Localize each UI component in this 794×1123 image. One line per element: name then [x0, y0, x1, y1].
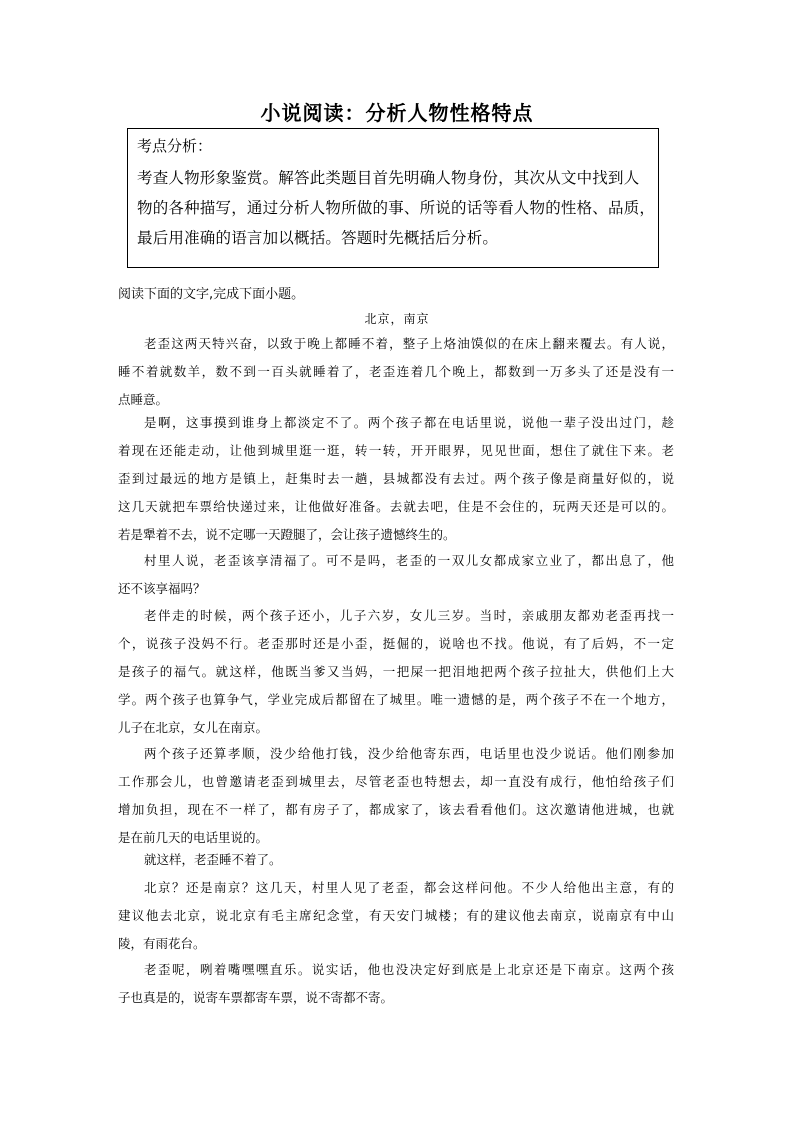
text-line: 就这样，老歪睡不着了。: [144, 852, 282, 867]
exam-point-line: 物的各种描写，通过分析人物所做的事、所说的话等看人物的性格、品质，: [137, 199, 656, 217]
text-line: 儿子在北京，女儿在南京。: [118, 720, 269, 735]
text-line: 若是犟着不去，说不定哪一天蹬腿了，会让孩子遗憾终生的。: [118, 527, 456, 542]
text-line: 陵，有雨花台。: [118, 936, 206, 951]
text-line: 建议他去北京，说北京有毛主席纪念堂，有天安门城楼；有的建议他去南京，说南京有中山: [118, 908, 674, 923]
exam-point-box: [127, 128, 659, 268]
text-line: 还不该享福吗？: [118, 581, 206, 596]
story-paragraph: [118, 409, 674, 549]
text-line: 老歪这两天特兴奋，以致于晚上都睡不着，整子上烙油馍似的在床上翻来覆去。有人说，: [144, 336, 674, 351]
text-line: 歪到过最远的地方是镇上，赶集时去一趟，县城都没有去过。两个孩子像是商量好似的，说: [118, 471, 674, 486]
text-line: 老伴走的时候，两个孩子还小，儿子六岁，女儿三岁。当时，亲戚朋友都劝老歪再找一: [144, 608, 674, 623]
text-line: 是孩子的福气。就这样，他既当爹又当妈，一把屎一把泪地把两个孩子拉扯大，供他们上大: [118, 664, 674, 679]
text-line: 睡不着就数羊，数不到一百头就睡着了，老歪连着几个晚上，都数到一万多头了还是没有一: [118, 364, 674, 379]
text-line: 点睡意。: [118, 392, 169, 407]
text-line: 是在前几天的电话里说的。: [118, 830, 269, 845]
text-line: 这几天就把车票给快递过来，让他做好准备。去就去吧，住是不会住的，玩两天还是可以的。: [118, 499, 674, 514]
exam-point-heading: 考点分析：: [137, 137, 213, 155]
text-line: 学。两个孩子也算争气，学业完成后都留在了城里。唯一遗憾的是，两个孩子不在一个地方，: [118, 692, 674, 707]
story-paragraph: [118, 740, 674, 852]
exam-point-line: 最后用准确的语言加以概括。答题时先概括后分析。: [137, 229, 499, 247]
text-line: 工作那会儿，也曾邀请老歪到城里去，尽管老歪也特想去，却一直没有成行，他怕给孩子们: [118, 774, 674, 789]
story-paragraph: [118, 874, 674, 958]
text-line: 老歪呢，咧着嘴嘿嘿直乐。说实话，他也没决定好到底是上北京还是下南京。这两个孩: [144, 962, 674, 977]
text-line: 个，说孩子没妈不行。老歪那时还是小歪，挺倔的，说啥也不找。他说，有了后妈，不一定: [118, 636, 674, 651]
text-line: 是啊，这事摸到谁身上都淡定不了。两个孩子都在电话里说，说他一辈子没出过门，趁: [144, 415, 674, 430]
text-line: 增加负担，现在不一样了，都有房子了，都成家了，该去看看他们。这次邀请他进城，也就: [118, 802, 674, 817]
story-paragraph: [118, 846, 674, 874]
text-line: 村里人说，老歪该享清福了。可不是吗，老歪的一双儿女都成家立业了，都出息了，他: [144, 553, 674, 568]
reading-instruction: 阅读下面的文字,完成下面小题。: [118, 287, 305, 302]
story-paragraph: [118, 547, 674, 603]
text-line: 着现在还能走动，让他到城里逛一逛，转一转，开开眼界，见见世面，想住了就住下来。老: [118, 443, 674, 458]
story-paragraph: [118, 330, 674, 414]
exam-point-line: 考查人物形象鉴赏。解答此类题目首先明确人物身份，其次从文中找到人: [137, 169, 640, 187]
story-paragraph: [118, 956, 674, 1012]
story-paragraph: [118, 602, 674, 742]
text-line: 两个孩子还算孝顺，没少给他打钱，没少给他寄东西，电话里也没少说话。他们刚参加: [144, 746, 674, 761]
text-line: 子也真是的，说寄车票都寄车票，说不寄都不寄。: [118, 990, 394, 1005]
story-title: 北京，南京: [364, 312, 430, 326]
page-title: 小说阅读：分析人物性格特点: [260, 101, 534, 125]
text-line: 北京？还是南京？这几天，村里人见了老歪，都会这样问他。不少人给他出主意，有的: [144, 880, 674, 895]
